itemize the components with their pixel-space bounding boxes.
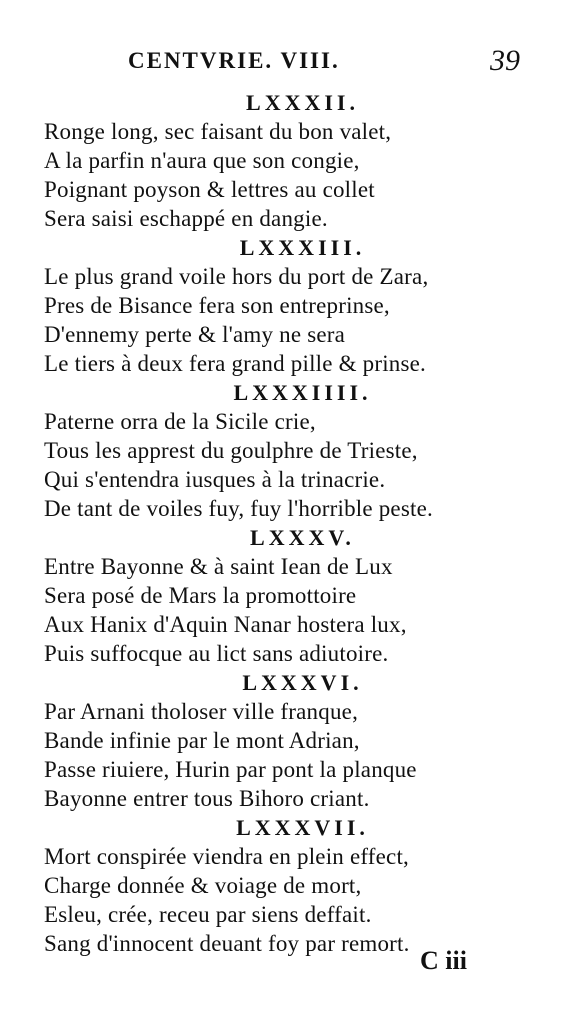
quatrain-87 [0, 813, 585, 958]
quatrain-number: LXXXIII. [239, 235, 366, 260]
quatrain-83 [0, 233, 585, 378]
verse-line: Qui s'entendra iusques à la trinacrie. [44, 467, 386, 492]
running-title: CENTVRIE. VIII. [128, 48, 340, 73]
verse-line: A la parfin n'aura que son congie, [44, 148, 360, 173]
verse-line: D'ennemy perte & l'amy ne sera [44, 322, 346, 347]
quatrain-84 [0, 378, 585, 523]
verse-line: Sera posé de Mars la promottoire [44, 583, 357, 608]
quatrain-number: LXXXV. [250, 525, 355, 550]
verse-line: Le tiers à deux fera grand pille & prinse. [44, 351, 427, 376]
verse-line: Paterne orra de la Sicile crie, [44, 409, 316, 434]
verse-line: Mort conspirée viendra en plein effect, [44, 844, 410, 869]
quatrain-number: LXXXVI. [242, 670, 363, 695]
verse-line: Par Arnani tholoser ville franque, [44, 699, 359, 724]
verse-line: Bayonne entrer tous Bihoro criant. [44, 786, 370, 811]
quatrain-number: LXXXVII. [236, 815, 369, 840]
quatrain-number: LXXXII. [246, 90, 359, 115]
verse-line: Poignant poyson & lettres au collet [44, 177, 375, 202]
signature-mark: C iii [420, 946, 467, 975]
verse-line: Pres de Bisance fera son entreprinse, [44, 293, 390, 318]
verse-line: Puis suffocque au lict sans adiutoire. [44, 641, 389, 666]
verse-line: Bande infinie par le mont Adrian, [44, 728, 360, 753]
verse-line: Aux Hanix d'Aquin Nanar hostera lux, [44, 612, 407, 637]
verse-line: Le plus grand voile hors du port de Zara, [44, 264, 429, 289]
verse-line: Charge donnée & voiage de mort, [44, 873, 362, 898]
verse-line: Ronge long, sec faisant du bon valet, [44, 119, 392, 144]
signature-line [0, 946, 585, 980]
running-head [0, 44, 585, 88]
page-number: 39 [490, 44, 520, 77]
quatrain-number: LXXXIIII. [233, 380, 372, 405]
verse-line: Tous les apprest du goulphre de Trieste, [44, 438, 418, 463]
verse-line: Esleu, crée, receu par siens deffait. [44, 902, 372, 927]
quatrain-86 [0, 668, 585, 813]
quatrain-82 [0, 88, 585, 233]
quatrain-85 [0, 523, 585, 668]
verse-line: Entre Bayonne & à saint Iean de Lux [44, 554, 393, 579]
verse-line: Sang d'innocent deuant foy par remort. [44, 931, 410, 956]
verse-line: Passe riuiere, Hurin par pont la planque [44, 757, 417, 782]
verse-line: Sera saisi eschappé en dangie. [44, 206, 328, 231]
verse-line: De tant de voiles fuy, fuy l'horrible peste. [44, 496, 433, 521]
quatrains [0, 88, 585, 958]
